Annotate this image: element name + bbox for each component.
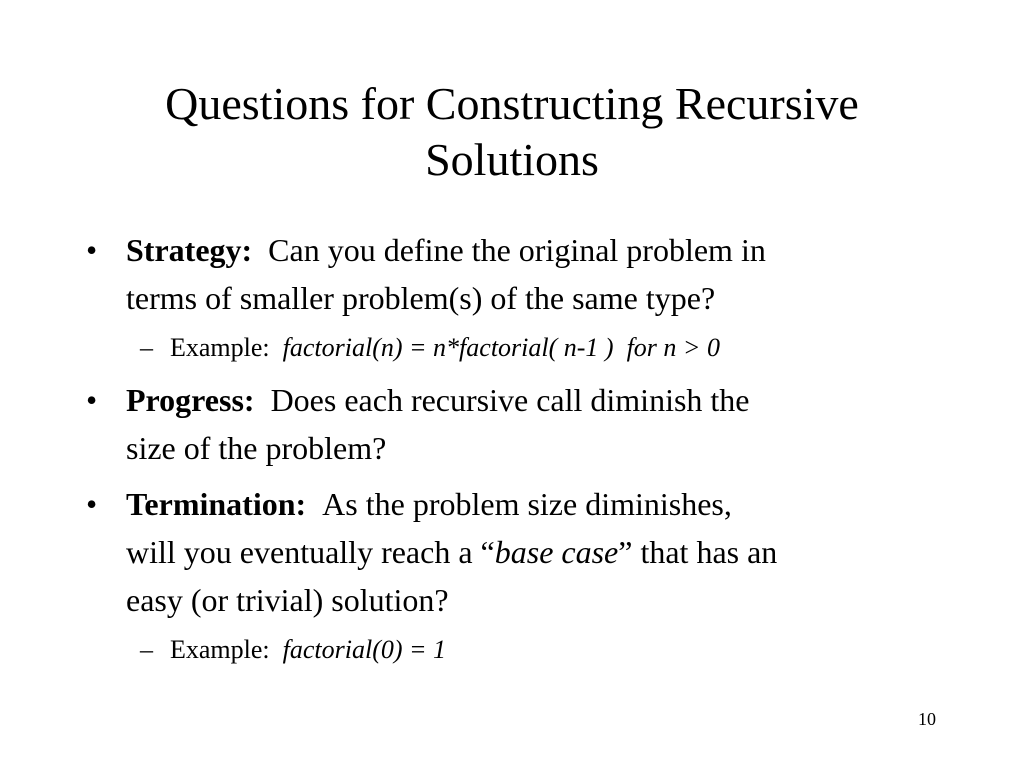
slide-title-line-2: Solutions xyxy=(425,134,599,185)
bullet-text: easy (or trivial) solution? xyxy=(126,582,449,618)
bullet-text: terms of smaller problem(s) of the same type? xyxy=(126,280,716,316)
bullet-dot: • xyxy=(86,382,98,418)
bullet-dot: • xyxy=(86,486,98,522)
example-label: Example: xyxy=(170,333,270,362)
bullet-text: Does each recursive call diminish the xyxy=(270,382,750,418)
example-label: Example: xyxy=(170,635,270,664)
page-number: 10 xyxy=(918,709,936,729)
bullet-term: Strategy: xyxy=(126,232,253,268)
slide-title xyxy=(60,76,964,188)
bullet-term: Termination: xyxy=(126,486,307,522)
bullet-text: ” that has an xyxy=(618,534,778,570)
bullet-progress xyxy=(0,376,1024,472)
example-expression: factorial(n) = n*factorial( n-1 ) for n > 0 xyxy=(282,333,720,362)
bullet-text: size of the problem? xyxy=(126,430,387,466)
slide-title-line-1: Questions for Constructing Recursive xyxy=(165,78,859,129)
bullet-strategy xyxy=(0,226,1024,322)
example-expression: factorial(0) = 1 xyxy=(282,635,447,664)
sub-bullet-dash: – xyxy=(140,333,153,362)
bullet-term: Progress: xyxy=(126,382,255,418)
bullet-text: will you eventually reach a “ xyxy=(126,534,495,570)
bullet-termination xyxy=(0,480,1024,624)
sub-bullet-example-2 xyxy=(0,630,1024,670)
bullet-list xyxy=(0,226,1024,670)
bullet-emphasis: base case xyxy=(494,534,619,570)
sub-bullet-dash: – xyxy=(140,635,153,664)
bullet-text: As the problem size diminishes, xyxy=(322,486,732,522)
bullet-text: Can you define the original problem in xyxy=(268,232,766,268)
sub-bullet-example-1 xyxy=(0,328,1024,368)
bullet-dot: • xyxy=(86,232,98,268)
